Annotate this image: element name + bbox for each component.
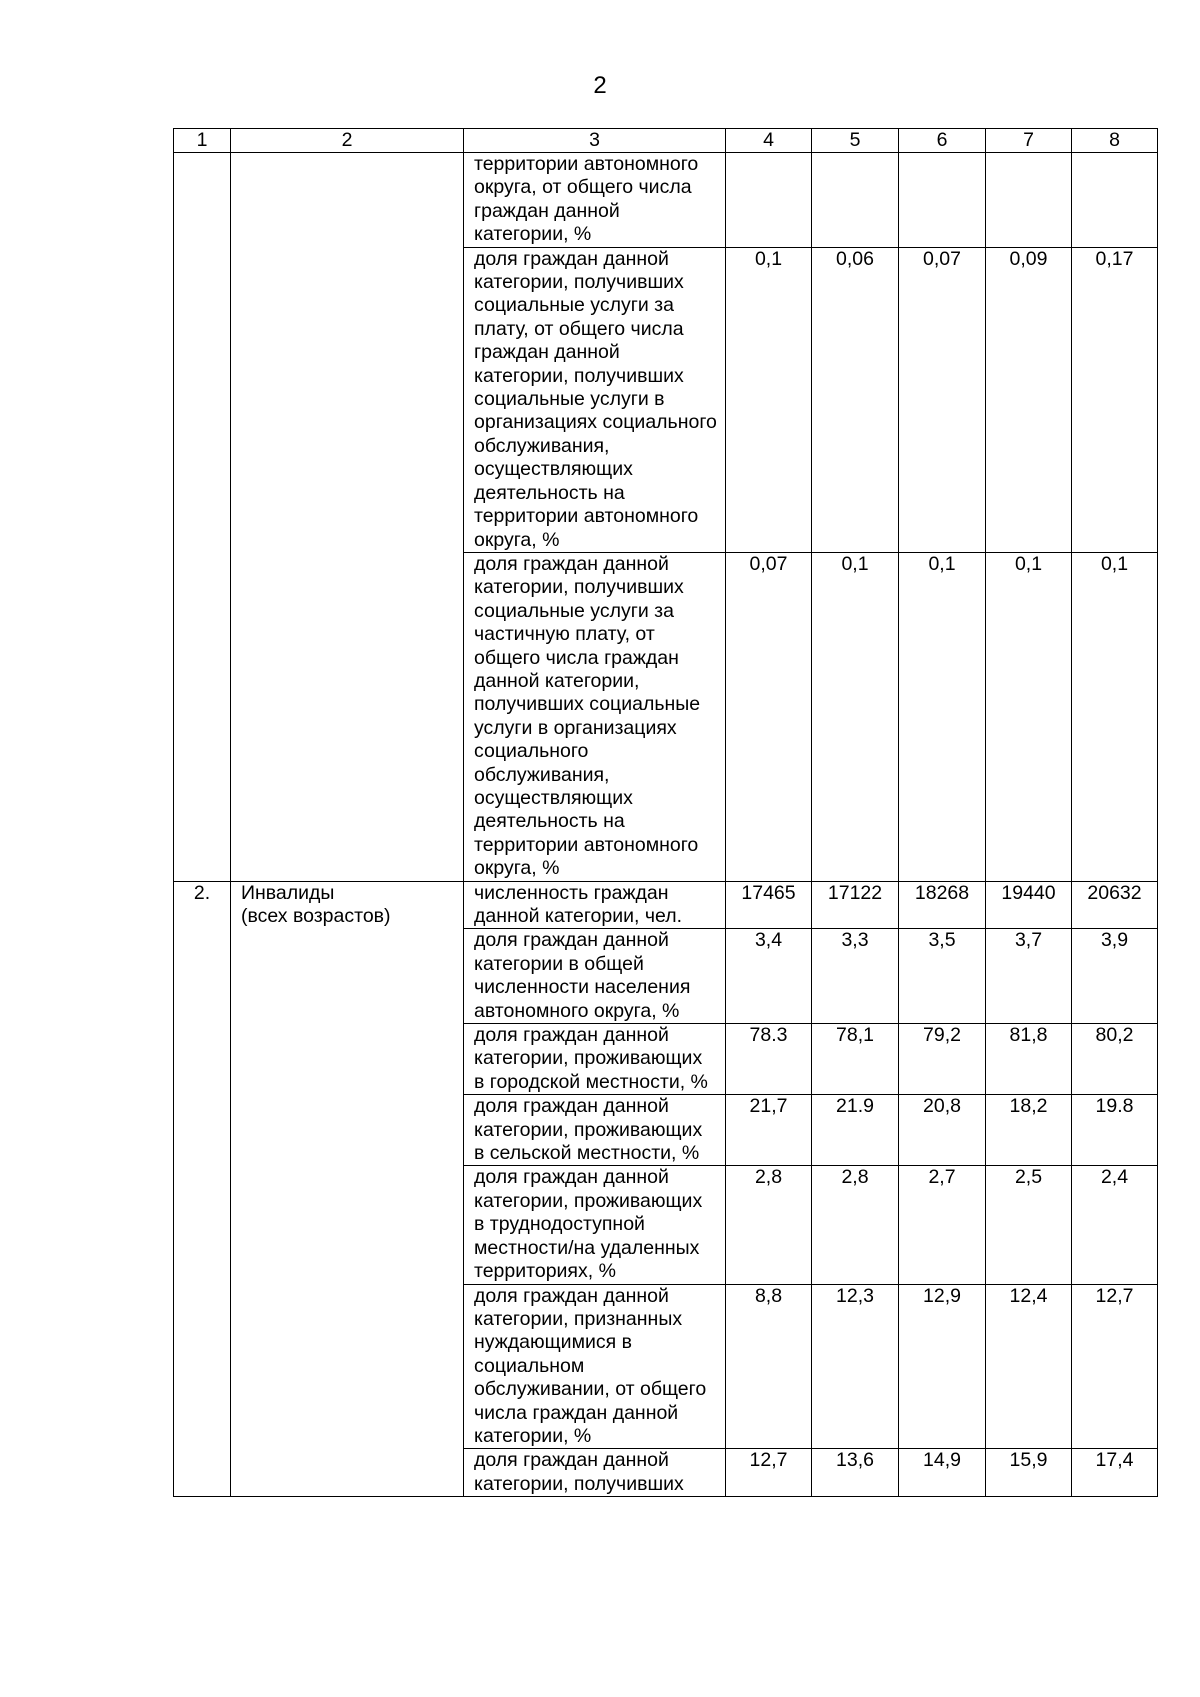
value-cell: 15,9 — [986, 1449, 1072, 1497]
category-cell — [231, 153, 464, 882]
value-cell: 80,2 — [1072, 1024, 1158, 1095]
value-cell: 14,9 — [899, 1449, 986, 1497]
value-cell: 0,1 — [1072, 552, 1158, 881]
indicators-table — [173, 128, 1158, 1497]
value-cell: 0,1 — [726, 247, 812, 552]
value-cell: 0,1 — [986, 552, 1072, 881]
value-cell: 2,5 — [986, 1166, 1072, 1284]
value-cell: 2,8 — [726, 1166, 812, 1284]
value-cell: 3,3 — [812, 929, 899, 1024]
value-cell — [726, 153, 812, 248]
value-cell: 17122 — [812, 881, 899, 929]
value-cell: 3,9 — [1072, 929, 1158, 1024]
value-cell: 12,7 — [1072, 1284, 1158, 1449]
value-cell: 78,1 — [812, 1024, 899, 1095]
indicator-cell: доля граждан данной категории, получивших — [464, 1449, 726, 1497]
indicator-cell: численность граждан данной категории, чел. — [464, 881, 726, 929]
table-row — [174, 153, 1158, 248]
category-qualifier: (всех возрастов) — [241, 905, 391, 927]
value-cell: 12,3 — [812, 1284, 899, 1449]
value-cell — [1072, 153, 1158, 248]
column-header: 1 — [174, 129, 231, 153]
value-cell: 12,4 — [986, 1284, 1072, 1449]
value-cell: 12,7 — [726, 1449, 812, 1497]
indicator-cell: доля граждан данной категории в общей численности населения автономного округа, % — [464, 929, 726, 1024]
value-cell: 21,7 — [726, 1095, 812, 1166]
value-cell: 2,4 — [1072, 1166, 1158, 1284]
value-cell: 3,7 — [986, 929, 1072, 1024]
value-cell: 17,4 — [1072, 1449, 1158, 1497]
category-cell — [231, 881, 464, 1497]
value-cell: 78.3 — [726, 1024, 812, 1095]
indicator-cell: территории автономного округа, от общего числа граждан данной категории, % — [464, 153, 726, 248]
value-cell — [899, 153, 986, 248]
value-cell: 20,8 — [899, 1095, 986, 1166]
value-cell: 19440 — [986, 881, 1072, 929]
column-header: 6 — [899, 129, 986, 153]
value-cell: 0,07 — [726, 552, 812, 881]
value-cell: 17465 — [726, 881, 812, 929]
value-cell: 3,5 — [899, 929, 986, 1024]
value-cell: 0,17 — [1072, 247, 1158, 552]
value-cell: 18268 — [899, 881, 986, 929]
value-cell: 3,4 — [726, 929, 812, 1024]
value-cell: 20632 — [1072, 881, 1158, 929]
column-header: 2 — [231, 129, 464, 153]
value-cell: 0,06 — [812, 247, 899, 552]
value-cell: 0,09 — [986, 247, 1072, 552]
value-cell: 0,1 — [899, 552, 986, 881]
value-cell: 21.9 — [812, 1095, 899, 1166]
column-header: 5 — [812, 129, 899, 153]
category-name: Инвалиды — [241, 881, 335, 904]
indicator-cell: доля граждан данной категории, признанных нуждающимися в социальном обслуживании, от общего числа граждан данной категории, % — [464, 1284, 726, 1449]
value-cell: 12,9 — [899, 1284, 986, 1449]
value-cell — [986, 153, 1072, 248]
row-number-cell — [174, 153, 231, 882]
indicator-cell: доля граждан данной категории, получивших социальные услуги за плату, от общего числа граждан данной категории, получивших социальные услуги в организациях социального обслуживания, осуществляющих деятельность на территории автономного округа, % — [464, 247, 726, 552]
table-header-row — [174, 129, 1158, 153]
value-cell: 19.8 — [1072, 1095, 1158, 1166]
value-cell — [812, 153, 899, 248]
value-cell: 0,07 — [899, 247, 986, 552]
column-header: 7 — [986, 129, 1072, 153]
value-cell: 2,8 — [812, 1166, 899, 1284]
value-cell: 81,8 — [986, 1024, 1072, 1095]
row-number-cell: 2. — [174, 881, 231, 1497]
value-cell: 8,8 — [726, 1284, 812, 1449]
column-header: 8 — [1072, 129, 1158, 153]
column-header: 4 — [726, 129, 812, 153]
value-cell: 13,6 — [812, 1449, 899, 1497]
value-cell: 2,7 — [899, 1166, 986, 1284]
column-header: 3 — [464, 129, 726, 153]
value-cell: 18,2 — [986, 1095, 1072, 1166]
value-cell: 79,2 — [899, 1024, 986, 1095]
table-row — [174, 881, 1158, 929]
indicator-cell: доля граждан данной категории, получивших социальные услуги за частичную плату, от общего числа граждан данной категории, получивших социальные услуги в организациях социального обслуживания, осуществляющих деятельность на территории автономного округа, % — [464, 552, 726, 881]
indicator-cell: доля граждан данной категории, проживающих в сельской местности, % — [464, 1095, 726, 1166]
indicator-cell: доля граждан данной категории, проживающих в труднодоступной местности/на удаленных территориях, % — [464, 1166, 726, 1284]
page-number: 2 — [593, 72, 607, 99]
value-cell: 0,1 — [812, 552, 899, 881]
indicator-cell: доля граждан данной категории, проживающих в городской местности, % — [464, 1024, 726, 1095]
